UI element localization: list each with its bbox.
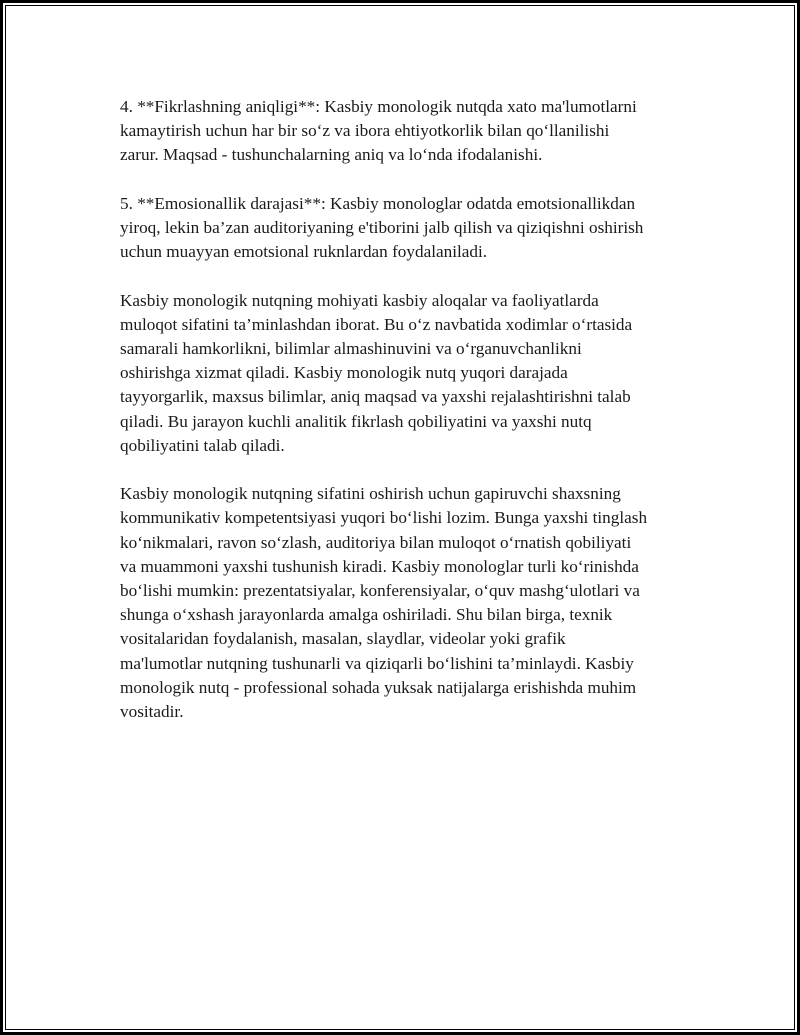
paragraph-mohiyati: [120, 289, 695, 458]
text-line: shunga o‘xshash jarayonlarda amalga oshiriladi. Shu bilan birga, texnik: [120, 605, 613, 625]
text-line: vositalaridan foydalanish, masalan, slaydlar, videolar yoki grafik: [120, 629, 566, 649]
text-line: monologik nutq - professional sohada yuksak natijalarga erishishda muhim: [120, 677, 637, 697]
paragraph-emosionallik-darajasi: [120, 192, 695, 265]
paragraph-sifatini-oshirish: [120, 482, 695, 724]
text-line: Kasbiy monologik nutqning mohiyati kasbiy aloqalar va faoliyatlarda: [120, 290, 599, 310]
text-line: zarur. Maqsad - tushunchalarning aniq va lo‘nda ifodalanishi.: [120, 145, 543, 165]
document-body: [120, 95, 695, 748]
text-line: samarali hamkorlikni, bilimlar almashinuvini va o‘rganuvchanlikni: [120, 339, 582, 358]
text-line: bo‘lishi mumkin: prezentatsiyalar, konferensiyalar, o‘quv mashg‘ulotlari va: [120, 581, 640, 601]
text-line: kommunikativ kompetentsiyasi yuqori bo‘lishi lozim. Bunga yaxshi tinglash: [120, 508, 648, 528]
text-line: yiroq, lekin ba’zan auditoriyaning e'tiborini jalb qilish va qiziqishni oshirish: [120, 218, 644, 237]
text-line: Kasbiy monologik nutqning sifatini oshirish uchun gapiruvchi shaxsning: [120, 484, 621, 504]
text-line: oshirishga xizmat qiladi. Kasbiy monologik nutq yuqori darajada: [120, 363, 568, 383]
text-line: uchun muayyan emotsional ruknlardan foydalaniladi.: [120, 242, 488, 262]
text-line: tayyorgarlik, maxsus bilimlar, aniq maqsad va yaxshi rejalashtirishni talab: [120, 387, 631, 407]
text-line: vositadir.: [120, 702, 184, 722]
text-line: ma'lumotlar nutqning tushunarli va qiziqarli bo‘lishini ta’minlaydi. Kasbiy: [120, 653, 634, 673]
text-line: va muammoni yaxshi tushunish kiradi. Kasbiy monologlar turli ko‘rinishda: [120, 556, 639, 576]
text-line: qobiliyatini talab qiladi.: [120, 435, 285, 455]
text-line: kamaytirish uchun har bir so‘z va ibora ehtiyotkorlik bilan qo‘llanilishi: [120, 121, 610, 141]
text-line: 5. **Emosionallik darajasi**: Kasbiy monologlar odatda emotsionallikdan: [120, 193, 636, 213]
paragraph-fikrlashning-aniqligi: [120, 95, 695, 168]
text-line: muloqot sifatini ta’minlashdan iborat. Bu o‘z navbatida xodimlar o‘rtasida: [120, 314, 633, 334]
text-line: ko‘nikmalari, ravon so‘zlash, auditoriya bilan muloqot o‘rnatish qobiliyati: [120, 532, 632, 552]
text-line: qiladi. Bu jarayon kuchli analitik fikrlash qobiliyatini va yaxshi nutq: [120, 411, 592, 431]
text-line: 4. **Fikrlashning aniqligi**: Kasbiy monologik nutqda xato ma'lumotlarni: [120, 97, 637, 116]
